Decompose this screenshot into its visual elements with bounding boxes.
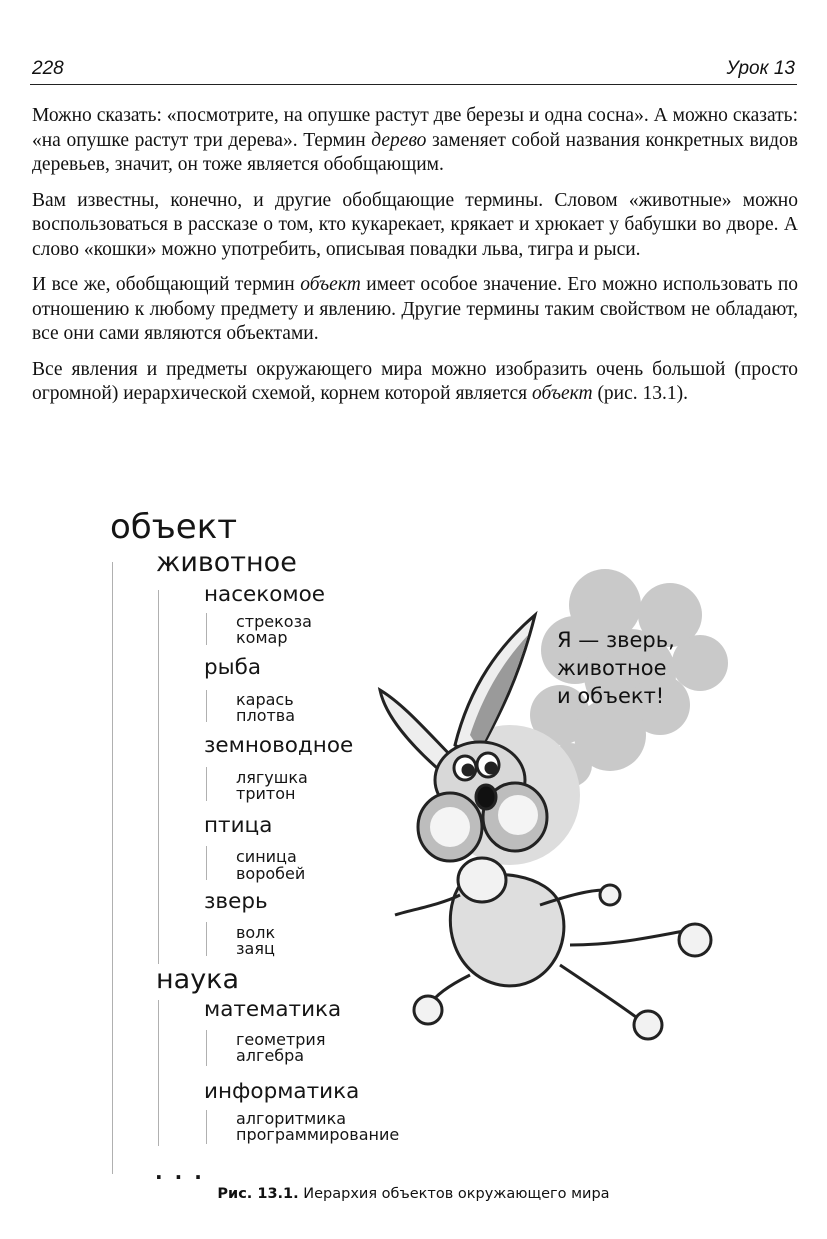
speech-line: Я — зверь, bbox=[557, 628, 675, 652]
text-run: имеет особое значение. Его можно использовать по отношению к любому предмету и явлению. Другие термины таким свойством не обладают, все они сами являются объектами. bbox=[32, 274, 799, 344]
text-run: И все же, обобщающий термин bbox=[32, 274, 301, 295]
page-number: 228 bbox=[32, 58, 64, 79]
emphasized-term: дерево bbox=[371, 129, 427, 151]
node-cs: информатика bbox=[204, 1079, 360, 1104]
node-beast: зверь bbox=[204, 889, 268, 914]
node-object: объект bbox=[110, 507, 238, 547]
caption-label: Рис. 13.1. bbox=[217, 1186, 299, 1202]
speech-line: животное bbox=[557, 656, 667, 680]
tree-line-fish bbox=[206, 690, 207, 722]
tree-line-science bbox=[158, 1000, 159, 1146]
leaf-algebra: алгебра bbox=[236, 1046, 305, 1065]
tree-line-root bbox=[112, 562, 113, 1174]
text-run: Вам известны, конечно, и другие обобщающие термины. Словом «животные» можно воспользоваться в рассказе о том, кто кукарекает, крякает и хрюкает у бабушки во дворе. А слово «кошки» можно употребить, описывая повадки льва, тигра и рыси. bbox=[32, 189, 798, 260]
leaf-crucian: карась bbox=[236, 690, 294, 709]
speech-line: и объект! bbox=[557, 684, 665, 708]
text-run: (рис. 13.1). bbox=[592, 383, 689, 404]
caption-text: Иерархия объектов окружающего мира bbox=[298, 1186, 610, 1202]
tree-line-math bbox=[206, 1030, 207, 1066]
leaf-geometry: геометрия bbox=[236, 1030, 326, 1049]
leaf-algorithmics: алгоритмика bbox=[236, 1109, 347, 1128]
emphasized-term: объект bbox=[532, 383, 593, 404]
leaf-tit: синица bbox=[236, 847, 297, 866]
text-run: Можно сказать: «посмотрите, на опушке растут две березы и одна сосна». А можно сказать: «на опушке растут три дерева». Термин bbox=[32, 105, 798, 151]
tree-line-animal bbox=[158, 590, 159, 964]
node-fish: рыба bbox=[204, 655, 262, 680]
leaf-dragonfly: стрекоза bbox=[236, 612, 312, 631]
node-animal: животное bbox=[156, 547, 297, 578]
node-insect: насекомое bbox=[204, 582, 326, 607]
rabbit-illustration bbox=[370, 565, 730, 1050]
text-run: заменяет собой названия конкретных видов деревьев, значит, он тоже является обобщающим. bbox=[32, 129, 798, 175]
ellipsis: ... bbox=[155, 1160, 214, 1184]
leaf-roach: плотва bbox=[236, 706, 296, 725]
figure-caption bbox=[0, 1186, 827, 1202]
leaf-programming: программирование bbox=[236, 1125, 400, 1144]
leaf-newt: тритон bbox=[236, 784, 296, 803]
leaf-wolf: волк bbox=[236, 923, 276, 942]
node-math: математика bbox=[204, 997, 342, 1022]
tree-line-beast bbox=[206, 922, 207, 956]
tree-line-cs bbox=[206, 1110, 207, 1144]
tree-line-amphibian bbox=[206, 767, 207, 801]
tree-line-insect bbox=[206, 613, 207, 645]
node-amphibian: земноводное bbox=[204, 733, 354, 758]
leaf-hare: заяц bbox=[236, 939, 275, 958]
node-bird: птица bbox=[204, 813, 273, 838]
leaf-mosquito: комар bbox=[236, 628, 288, 647]
leaf-frog: лягушка bbox=[236, 768, 308, 787]
lesson-label: Урок 13 bbox=[726, 58, 795, 79]
speech-bubble-text bbox=[557, 626, 675, 710]
node-science: наука bbox=[156, 964, 240, 995]
emphasized-term: объект bbox=[300, 274, 361, 295]
tree-line-bird bbox=[206, 846, 207, 880]
text-run: Все явления и предметы окружающего мира можно изобразить очень большой (просто огромной) иерархической схемой, корнем которой является bbox=[32, 358, 798, 404]
leaf-sparrow: воробей bbox=[236, 864, 306, 883]
